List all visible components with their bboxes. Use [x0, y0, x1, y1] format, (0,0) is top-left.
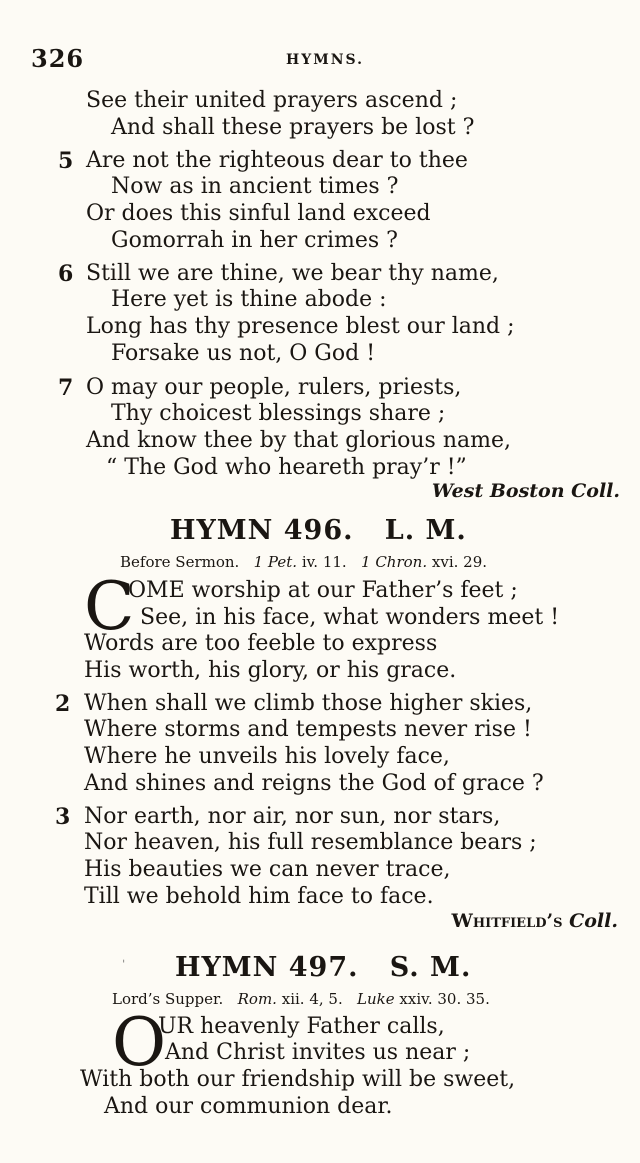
verse-line: And know thee by that glorious name,: [86, 428, 511, 453]
verse-line: Nor heaven, his full resemblance bears ;: [84, 830, 537, 855]
scripture-book: 1 Chron.: [361, 553, 428, 571]
attribution-name: Whitfield’s: [451, 910, 563, 932]
occasion: Lord’s Supper.: [112, 990, 224, 1008]
stanza-number: 7: [58, 375, 74, 401]
scripture-book: Rom.: [237, 990, 277, 1008]
verse-line: And shall these prayers be lost ?: [111, 115, 475, 140]
hymn-subheading: [120, 553, 487, 571]
running-head: HYMNS.: [286, 52, 365, 68]
verse-line: His worth, his glory, or his grace.: [84, 658, 457, 683]
scripture-book: Luke: [357, 990, 395, 1008]
scripture-verse: xvi. 29.: [431, 553, 488, 571]
verse-line: And shines and reigns the God of grace ?: [84, 771, 544, 796]
verse-line: Words are too feeble to express: [84, 631, 438, 656]
verse-line: Still we are thine, we bear thy name,: [86, 261, 499, 286]
verse-line: UR heavenly Father calls,: [158, 1014, 445, 1039]
verse-line: Gomorrah in her crimes ?: [111, 228, 398, 253]
stanza-number: 6: [58, 261, 74, 287]
hymn-title: [170, 515, 467, 546]
scripture-verse: xxiv. 30. 35.: [399, 990, 490, 1008]
attribution: West Boston Coll.: [431, 480, 620, 502]
verse-line: Where storms and tempests never rise !: [84, 717, 532, 742]
verse-line: See, in his face, what wonders meet !: [140, 605, 560, 630]
attribution-coll: Coll.: [569, 910, 618, 932]
drop-cap: O: [112, 1004, 167, 1081]
hymn-number: HYMN 497.: [175, 952, 359, 983]
hymn-meter: S. M.: [389, 952, 472, 983]
verse-line: Are not the righteous dear to thee: [86, 148, 468, 173]
verse-line: O may our people, rulers, priests,: [86, 375, 462, 400]
verse-line: OME worship at our Father’s feet ;: [128, 578, 518, 603]
verse-line: His beauties we can never trace,: [84, 857, 451, 882]
hymn-number: HYMN 496.: [170, 515, 354, 546]
print-speck: ˈ: [122, 958, 126, 972]
verse-line: Here yet is thine abode :: [111, 287, 387, 312]
verse-line: And our communion dear.: [104, 1094, 393, 1119]
attribution: [452, 910, 619, 932]
verse-line: And Christ invites us near ;: [165, 1040, 471, 1065]
hymn-subheading: [112, 990, 490, 1008]
verse-line: Long has thy presence blest our land ;: [86, 314, 515, 339]
hymn-meter: L. M.: [384, 515, 467, 546]
stanza-number: 3: [55, 804, 71, 830]
occasion: Before Sermon.: [120, 553, 240, 571]
verse-line: Thy choicest blessings share ;: [111, 401, 446, 426]
verse-line: Forsake us not, O God !: [111, 341, 376, 366]
verse-line: With both our friendship will be sweet,: [80, 1067, 516, 1092]
page-number: 326: [31, 44, 85, 73]
verse-line: Now as in ancient times ?: [111, 174, 399, 199]
verse-line: “ The God who heareth pray’r !”: [106, 455, 467, 480]
verse-line: Or does this sinful land exceed: [86, 201, 431, 226]
verse-line: Till we behold him face to face.: [84, 884, 434, 909]
verse-line: When shall we climb those higher skies,: [84, 691, 533, 716]
drop-cap: C: [84, 568, 135, 645]
stanza-number: 2: [55, 691, 71, 717]
verse-line: Nor earth, nor air, nor sun, nor stars,: [84, 804, 501, 829]
scripture-verse: xii. 4, 5.: [281, 990, 343, 1008]
scripture-book: 1 Pet.: [253, 553, 298, 571]
stanza-number: 5: [58, 148, 74, 174]
verse-line: See their united prayers ascend ;: [86, 88, 458, 113]
verse-line: Where he unveils his lovely face,: [84, 744, 450, 769]
scripture-verse: iv. 11.: [301, 553, 347, 571]
hymn-title: [175, 952, 471, 983]
